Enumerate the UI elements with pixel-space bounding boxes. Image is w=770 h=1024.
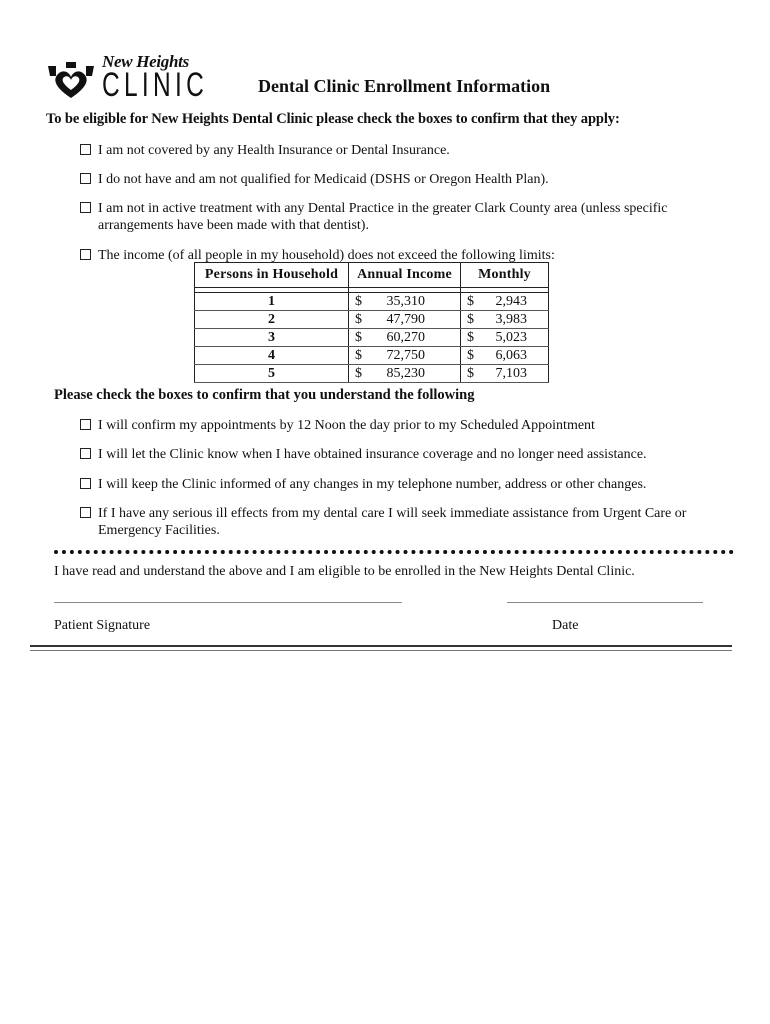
currency-symbol: $ xyxy=(355,348,362,363)
monthly-value: 6,063 xyxy=(495,348,527,363)
table-header-row xyxy=(195,263,549,288)
footer-rule xyxy=(30,645,732,647)
item-text: I will keep the Clinic informed of any changes in my telephone number, address or other changes. xyxy=(98,477,647,492)
monthly-value: 3,983 xyxy=(495,312,527,327)
monthly-cell xyxy=(461,329,549,347)
currency-symbol: $ xyxy=(467,312,474,327)
header-persons: Persons in Household xyxy=(195,263,349,288)
checkbox[interactable] xyxy=(80,202,91,213)
persons-cell: 2 xyxy=(195,311,349,329)
monthly-value: 2,943 xyxy=(495,294,527,309)
annual-cell xyxy=(349,347,461,365)
annual-value: 60,270 xyxy=(386,330,425,345)
annual-value: 47,790 xyxy=(386,312,425,327)
annual-cell xyxy=(349,311,461,329)
persons-cell: 5 xyxy=(195,365,349,383)
checkbox[interactable] xyxy=(80,419,91,430)
annual-cell xyxy=(349,329,461,347)
table-row xyxy=(195,347,549,365)
date-line[interactable] xyxy=(507,602,703,603)
header-annual: Annual Income xyxy=(349,263,461,288)
checkbox[interactable] xyxy=(80,478,91,489)
table-row xyxy=(195,329,549,347)
currency-symbol: $ xyxy=(355,366,362,381)
date-label: Date xyxy=(552,618,579,633)
item-text: I do not have and am not qualified for Medicaid (DSHS or Oregon Health Plan). xyxy=(98,172,549,187)
checkbox[interactable] xyxy=(80,144,91,155)
signature-line[interactable] xyxy=(54,602,402,603)
checkbox[interactable] xyxy=(80,448,91,459)
clinic-logo xyxy=(46,52,209,108)
dotted-divider xyxy=(54,550,734,554)
item-text: I am not covered by any Health Insurance or Dental Insurance. xyxy=(98,143,450,158)
acknowledgement-text: I have read and understand the above and I am eligible to be enrolled in the New Heights Dental Clinic. xyxy=(54,564,635,579)
understanding-section-title: Please check the boxes to confirm that you understand the following xyxy=(54,387,475,403)
currency-symbol: $ xyxy=(467,330,474,345)
header-monthly: Monthly xyxy=(461,263,549,288)
persons-cell: 4 xyxy=(195,347,349,365)
heart-hands-icon xyxy=(46,62,96,102)
annual-value: 35,310 xyxy=(386,294,425,309)
table-row xyxy=(195,365,549,383)
monthly-cell xyxy=(461,293,549,311)
item-text: The income (of all people in my household) does not exceed the following limits: xyxy=(98,248,555,263)
currency-symbol: $ xyxy=(467,294,474,309)
checkbox[interactable] xyxy=(80,173,91,184)
document-title: Dental Clinic Enrollment Information xyxy=(258,76,551,96)
currency-symbol: $ xyxy=(355,330,362,345)
currency-symbol: $ xyxy=(467,348,474,363)
checkbox[interactable] xyxy=(80,507,91,518)
table-row xyxy=(195,311,549,329)
footer-rule-thin xyxy=(30,650,732,651)
table-row xyxy=(195,293,549,311)
item-text: If I have any serious ill effects from my dental care I will seek immediate assistance from Urgent Care or Emergency Facilities. xyxy=(98,506,687,538)
signature-label: Patient Signature xyxy=(54,618,151,633)
persons-cell: 3 xyxy=(195,329,349,347)
item-text: I will let the Clinic know when I have obtained insurance coverage and no longer need assistance. xyxy=(98,447,647,462)
item-text: I will confirm my appointments by 12 Noon the day prior to my Scheduled Appointment xyxy=(98,418,595,433)
monthly-value: 7,103 xyxy=(495,366,527,381)
logo-wordmark: CLINIC xyxy=(102,66,209,104)
annual-value: 85,230 xyxy=(386,366,425,381)
currency-symbol: $ xyxy=(355,294,362,309)
item-text: I am not in active treatment with any Dental Practice in the greater Clark County area (unless specific arrangements have been made with that dentist). xyxy=(98,201,668,233)
checkbox[interactable] xyxy=(80,249,91,260)
currency-symbol: $ xyxy=(355,312,362,327)
annual-value: 72,750 xyxy=(386,348,425,363)
currency-symbol: $ xyxy=(467,366,474,381)
annual-cell xyxy=(349,365,461,383)
monthly-cell xyxy=(461,365,549,383)
monthly-value: 5,023 xyxy=(495,330,527,345)
monthly-cell xyxy=(461,347,549,365)
eligibility-intro: To be eligible for New Heights Dental Clinic please check the boxes to confirm that they apply: xyxy=(46,111,620,127)
income-limits-table xyxy=(194,262,549,383)
persons-cell: 1 xyxy=(195,293,349,311)
monthly-cell xyxy=(461,311,549,329)
annual-cell xyxy=(349,293,461,311)
logo-tagline: New Heights xyxy=(102,52,189,71)
